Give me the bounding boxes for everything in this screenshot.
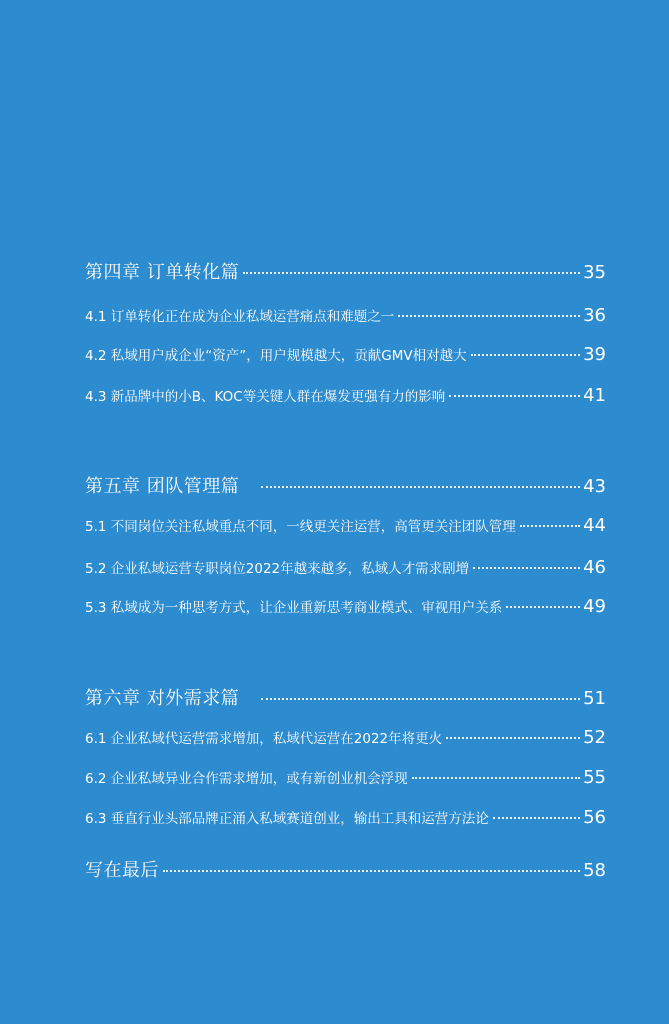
toc-entry-5-3[interactable]: [85, 596, 606, 617]
toc-entry-6-1[interactable]: [85, 727, 606, 748]
dot-leader: [471, 354, 581, 356]
toc-entry-title: 第六章 对外需求篇: [85, 688, 240, 709]
dot-leader: [520, 525, 580, 527]
toc-entry-page: 43: [583, 476, 606, 497]
toc-entry-title: 6.2 企业私域异业合作需求增加，或有新创业机会浮现: [85, 771, 408, 787]
toc-entry-6-2[interactable]: [85, 767, 606, 788]
dot-leader: [412, 777, 580, 779]
dot-leader: [473, 567, 580, 569]
toc-entry-title: 5.2 企业私域运营专职岗位2022年越来越多，私域人才需求剧增: [85, 561, 470, 577]
toc-entry-4-2[interactable]: [85, 344, 606, 365]
toc-entry-4-3[interactable]: [85, 385, 606, 406]
toc-entry-chapter-4[interactable]: [85, 258, 606, 284]
toc-entry-afterword[interactable]: [85, 856, 606, 882]
toc-entry-page: 36: [583, 305, 606, 326]
dot-leader: [493, 817, 580, 819]
toc-entry-title: 5.3 私域成为一种思考方式，让企业重新思考商业模式、审视用户关系: [85, 600, 503, 616]
toc-entry-page: 49: [583, 596, 606, 617]
toc-entry-title: 写在最后: [85, 860, 159, 881]
toc-entry-title: 4.3 新品牌中的小B、KOC等关键人群在爆发更强有力的影响: [85, 389, 446, 405]
dot-leader: [261, 486, 580, 488]
toc-entry-page: 46: [583, 557, 606, 578]
dot-leader: [446, 737, 580, 739]
toc-entry-4-1[interactable]: [85, 305, 606, 326]
toc-entry-title: 6.1 企业私域代运营需求增加，私域代运营在2022年将更火: [85, 731, 443, 747]
toc-entry-6-3[interactable]: [85, 807, 606, 828]
toc-entry-5-2[interactable]: [85, 557, 606, 578]
toc-entry-chapter-6[interactable]: [85, 684, 606, 710]
dot-leader: [449, 395, 580, 397]
toc-entry-title: 第四章 订单转化篇: [85, 262, 240, 283]
dot-leader: [506, 606, 580, 608]
dot-leader: [243, 272, 580, 274]
toc-entry-page: 35: [583, 262, 606, 283]
toc-entry-page: 39: [583, 344, 606, 365]
dot-leader: [163, 870, 580, 872]
toc-entry-title: 5.1 不同岗位关注私域重点不同，一线更关注运营，高管更关注团队管理: [85, 519, 516, 535]
toc-entry-title: 4.1 订单转化正在成为企业私域运营痛点和难题之一: [85, 309, 395, 325]
toc-entry-title: 4.2 私域用户成企业“资产”，用户规模越大，贡献GMV相对越大: [85, 348, 467, 364]
toc-entry-title: 第五章 团队管理篇: [85, 476, 240, 497]
toc-entry-page: 51: [583, 688, 606, 709]
toc-entry-page: 56: [583, 807, 606, 828]
toc-entry-5-1[interactable]: [85, 515, 606, 536]
toc-entry-page: 41: [583, 385, 606, 406]
toc-entry-page: 52: [583, 727, 606, 748]
toc-entry-chapter-5[interactable]: [85, 472, 606, 498]
dot-leader: [398, 315, 580, 317]
toc-entry-page: 44: [583, 515, 606, 536]
toc-entry-title: 6.3 垂直行业头部品牌正涌入私域赛道创业，输出工具和运营方法论: [85, 811, 489, 827]
toc-entry-page: 55: [583, 767, 606, 788]
dot-leader: [261, 698, 580, 700]
toc-entry-page: 58: [583, 860, 606, 881]
